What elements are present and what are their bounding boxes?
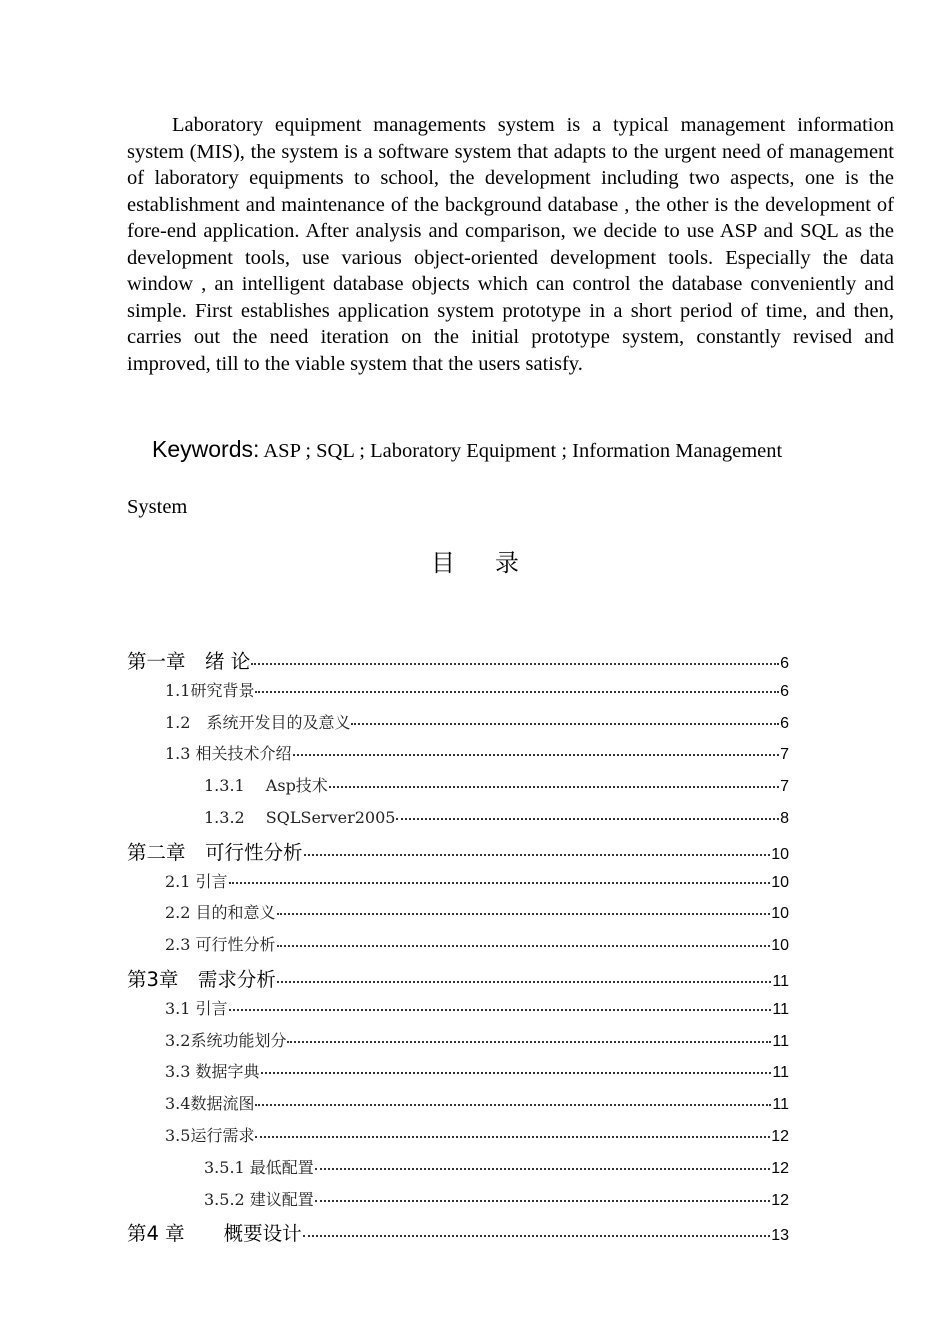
toc-leader-dots xyxy=(329,786,779,788)
toc-entry-text: 1.3.2 SQLServer2005 xyxy=(204,807,396,827)
toc-entry[interactable] xyxy=(127,900,789,932)
toc-page-number: 11 xyxy=(772,1064,789,1082)
toc-entry-text: 2.3 可行性分析 xyxy=(165,935,276,955)
toc-entry-text: 3.2系统功能划分 xyxy=(165,1030,287,1050)
toc-leader-dots xyxy=(304,854,771,856)
toc-page-number: 11 xyxy=(772,1096,789,1114)
toc-title: 目录 xyxy=(431,549,559,577)
toc-page-number: 11 xyxy=(772,1000,789,1018)
toc-entry-text: 1.2 系统开发目的及意义 xyxy=(165,712,351,732)
toc-leader-dots xyxy=(277,913,771,915)
toc-entry-text: 2.2 目的和意义 xyxy=(165,903,276,923)
toc-entry[interactable] xyxy=(127,869,789,901)
toc-entry-text: 3.1 引言 xyxy=(165,998,228,1018)
toc-entry[interactable] xyxy=(127,1155,789,1187)
toc-entry[interactable] xyxy=(127,932,789,964)
toc-page-number: 10 xyxy=(771,905,789,923)
toc-entry[interactable] xyxy=(127,710,789,742)
toc-entry-text: 3.3 数据字典 xyxy=(165,1062,260,1082)
toc-page-number: 6 xyxy=(780,714,789,732)
toc-page-number: 6 xyxy=(780,655,789,672)
toc-entry-text: 第二章 可行性分析 xyxy=(127,840,303,864)
toc-entry-text: 第3章 需求分析 xyxy=(127,967,276,991)
toc-leader-dots xyxy=(255,691,779,693)
abstract-paragraph: Laboratory equipment managements system is a typical management information system (MIS), the system is a software system that adapts to the urgent need of management of laboratory equipments to school, the development including two aspects, one is the establishment and maintenance of the background database , the other is the development of fore-end application. After analysis and comparison, we decide to use ASP and SQL as the development tools, use various object-oriented development tools. Especially the data window , an intelligent database objects which can control the database conveniently and simple. First establishes application system prototype in a short period of time, and then, carries out the need iteration on the initial prototype system, constantly revised and improved, till to the viable system that the users satisfy. xyxy=(127,114,894,375)
toc-page-number: 7 xyxy=(780,778,789,796)
toc-entry[interactable] xyxy=(127,837,789,869)
toc-page-number: 12 xyxy=(771,1191,789,1209)
keywords-label: Keywords: xyxy=(152,436,260,462)
toc-leader-dots xyxy=(351,723,779,725)
toc-leader-dots xyxy=(277,981,771,983)
toc-leader-dots xyxy=(277,945,771,947)
toc-leader-dots xyxy=(255,1104,771,1106)
toc-page-number: 10 xyxy=(771,937,789,955)
toc-entry[interactable] xyxy=(127,1187,789,1219)
toc-entry[interactable] xyxy=(127,805,789,837)
toc-leader-dots xyxy=(251,663,779,665)
toc-entry-text: 1.3 相关技术介绍 xyxy=(165,744,292,764)
toc-entry[interactable] xyxy=(127,646,789,678)
toc-leader-dots xyxy=(229,1009,772,1011)
toc-leader-dots xyxy=(315,1168,770,1170)
toc-page-number: 13 xyxy=(771,1227,789,1245)
toc-entry[interactable] xyxy=(127,1028,789,1060)
toc-entry[interactable] xyxy=(127,741,789,773)
keywords-continuation: System xyxy=(127,496,188,518)
toc-entry[interactable] xyxy=(127,996,789,1028)
toc-entry-text: 第一章 绪 论 xyxy=(127,650,251,673)
toc-page-number: 7 xyxy=(780,746,789,764)
toc-entry[interactable] xyxy=(127,678,789,710)
toc-entry-text: 3.5运行需求 xyxy=(165,1125,255,1145)
toc-page-number: 11 xyxy=(772,972,789,990)
toc-leader-dots xyxy=(255,1136,770,1138)
toc-page-number: 12 xyxy=(771,1159,789,1177)
toc-entry-text: 1.1研究背景 xyxy=(165,680,255,700)
toc-entry[interactable] xyxy=(127,773,789,805)
toc-page-number: 12 xyxy=(771,1127,789,1145)
toc-entry-text: 1.3.1 Asp技术 xyxy=(204,776,328,796)
toc-leader-dots xyxy=(293,754,780,756)
toc-leader-dots xyxy=(261,1072,772,1074)
toc-leader-dots xyxy=(396,818,779,820)
toc-entry[interactable] xyxy=(127,1123,789,1155)
keywords-line xyxy=(152,436,782,463)
toc-entry[interactable] xyxy=(127,1059,789,1091)
toc-entry-text: 第4 章 概要设计 xyxy=(127,1222,302,1246)
toc-leader-dots xyxy=(229,882,771,884)
toc-entry-text: 3.5.2 建议配置 xyxy=(204,1189,314,1209)
toc-entry-text: 3.5.1 最低配置 xyxy=(204,1157,314,1177)
toc-page-number: 10 xyxy=(771,845,789,863)
toc-entry-text: 2.1 引言 xyxy=(165,871,228,891)
toc-leader-dots xyxy=(303,1235,771,1237)
toc-leader-dots xyxy=(315,1200,770,1202)
toc-page-number: 10 xyxy=(771,873,789,891)
toc-entry-text: 3.4数据流图 xyxy=(165,1094,255,1114)
toc-page-number: 6 xyxy=(780,682,789,700)
toc-leader-dots xyxy=(287,1041,771,1043)
table-of-contents xyxy=(127,646,789,1250)
toc-entry[interactable] xyxy=(127,1091,789,1123)
toc-entry[interactable] xyxy=(127,1218,789,1250)
keywords-value: ASP ; SQL ; Laboratory Equipment ; Information Management xyxy=(259,440,783,462)
toc-page-number: 8 xyxy=(780,809,789,827)
toc-entry[interactable] xyxy=(127,964,789,996)
toc-page-number: 11 xyxy=(772,1032,789,1050)
